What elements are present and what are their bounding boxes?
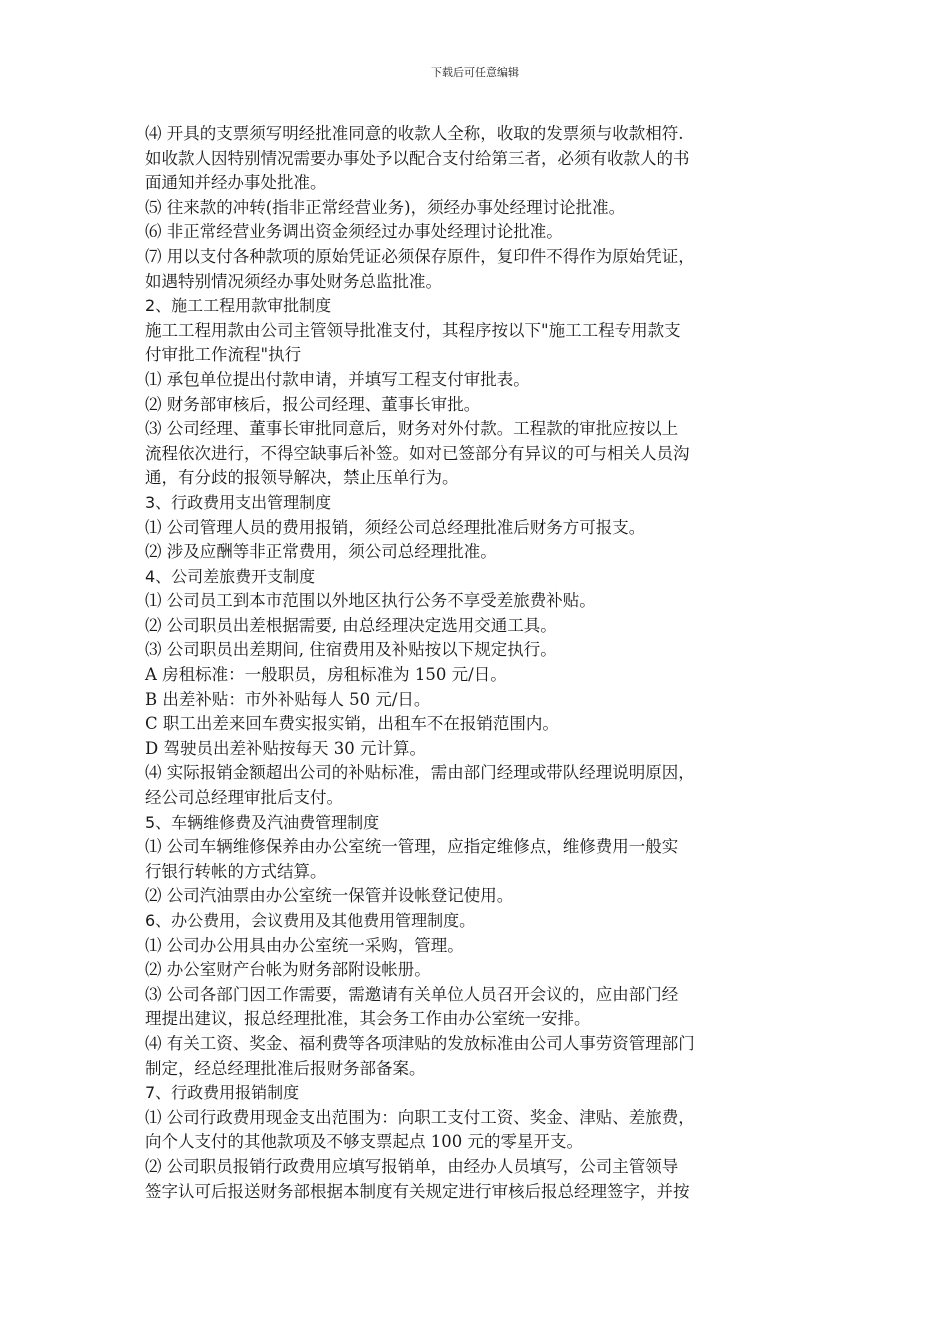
text-line: ⑵ 财务部审核后，报公司经理、董事长审批。 xyxy=(145,394,481,414)
section-heading: 3、行政费用支出管理制度 xyxy=(145,492,332,512)
text-line: ⑵ 办公室财产台帐为财务部附设帐册。 xyxy=(145,960,431,980)
document-body xyxy=(145,122,825,1204)
text-line: ⑹ 非正常经营业务调出资金须经过办事处经理讨论批准。 xyxy=(145,222,563,242)
text-line: ⑴ 承包单位提出付款申请，并填写工程支付审批表。 xyxy=(145,369,530,389)
section-heading: 5、车辆维修费及汽油费管理制度 xyxy=(145,812,380,832)
text-line: ⑵ 公司职员出差根据需要, 由总经理决定选用交通工具。 xyxy=(145,615,557,635)
text-line: ⑶ 公司经理、董事长审批同意后，财务对外付款。工程款的审批应按以上 xyxy=(145,419,679,439)
text-line: C 职工出差来回车费实报实销，出租车不在报销范围内。 xyxy=(145,714,559,734)
section-heading: 7、行政费用报销制度 xyxy=(145,1083,300,1103)
text-line: ⑴ 公司管理人员的费用报销，须经公司总经理批准后财务方可报支。 xyxy=(145,517,646,537)
text-line: ⑵ 涉及应酬等非正常费用，须公司总经理批准。 xyxy=(145,542,497,562)
text-line: ⑷ 有关工资、奖金、福利费等各项津贴的发放标准由公司人事劳资管理部门 xyxy=(145,1033,695,1053)
text-line: ⑴ 公司员工到本市范围以外地区执行公务不享受差旅费补贴。 xyxy=(145,591,596,611)
text-line: ⑴ 公司行政费用现金支出范围为：向职工支付工资、奖金、津贴、差旅费， xyxy=(145,1107,695,1127)
text-line: 行银行转帐的方式结算。 xyxy=(145,861,327,881)
text-line: 付审批工作流程"执行 xyxy=(145,345,302,365)
text-line: ⑵ 公司职员报销行政费用应填写报销单，由经办人员填写，公司主管领导 xyxy=(145,1156,679,1176)
text-line: 向个人支付的其他款项及不够支票起点 100 元的零星开支。 xyxy=(145,1132,583,1152)
text-line: 流程依次进行，不得空缺事后补签。如对已签部分有异议的可与相关人员沟 xyxy=(145,443,690,463)
text-line: ⑺ 用以支付各种款项的原始凭证必须保存原件，复印件不得作为原始凭证， xyxy=(145,246,695,266)
section-heading: 6、办公费用，会议费用及其他费用管理制度。 xyxy=(145,911,476,930)
text-line: 如收款人因特别情况需要办事处予以配合支付给第三者，必须有收款人的书 xyxy=(145,148,690,168)
text-line: ⑷ 实际报销金额超出公司的补贴标准，需由部门经理或带队经理说明原因， xyxy=(145,763,695,783)
page-header: 下载后可任意编辑 xyxy=(431,66,519,79)
section-heading: 4、公司差旅费开支制度 xyxy=(145,566,316,586)
text-line: ⑴ 公司车辆维修保养由办公室统一管理，应指定维修点，维修费用一般实 xyxy=(145,837,679,857)
text-line: 经公司总经理审批后支付。 xyxy=(145,788,343,808)
text-line: 面通知并经办事处批准。 xyxy=(145,173,327,193)
text-line: B 出差补贴：市外补贴每人 50 元/日。 xyxy=(145,689,431,709)
text-line: 理提出建议，报总经理批准，其会务工作由办公室统一安排。 xyxy=(145,1009,591,1029)
text-line: ⑶ 公司职员出差期间, 住宿费用及补贴按以下规定执行。 xyxy=(145,640,557,660)
text-line: A 房租标准：一般职员，房租标准为 150 元/日。 xyxy=(145,665,507,685)
text-line: 签字认可后报送财务部根据本制度有关规定进行审核后报总经理签字，并按 xyxy=(145,1181,690,1201)
text-line: ⑵ 公司汽油票由办公室统一保管并设帐登记使用。 xyxy=(145,886,514,906)
text-line: ⑷ 开具的支票须写明经批准同意的收款人全称，收取的发票须与收款相符. xyxy=(145,124,684,143)
text-line: 如遇特别情况须经办事处财务总监批准。 xyxy=(145,271,442,291)
text-line: 通，有分歧的报领导解决，禁止压单行为。 xyxy=(145,468,459,488)
text-line: 施工工程用款由公司主管领导批准支付，其程序按以下"施工工程专用款支 xyxy=(145,320,681,340)
text-line: D 驾驶员出差补贴按每天 30 元计算。 xyxy=(145,738,426,758)
section-heading: 2、施工工程用款审批制度 xyxy=(145,296,332,316)
text-line: 制定，经总经理批准后报财务部备案。 xyxy=(145,1058,426,1078)
text-line: ⑴ 公司办公用具由办公室统一采购，管理。 xyxy=(145,935,464,955)
text-line: ⑸ 往来款的冲转(指非正常经营业务)，须经办事处经理讨论批准。 xyxy=(145,197,626,217)
text-line: ⑶ 公司各部门因工作需要，需邀请有关单位人员召开会议的，应由部门经 xyxy=(145,984,679,1004)
